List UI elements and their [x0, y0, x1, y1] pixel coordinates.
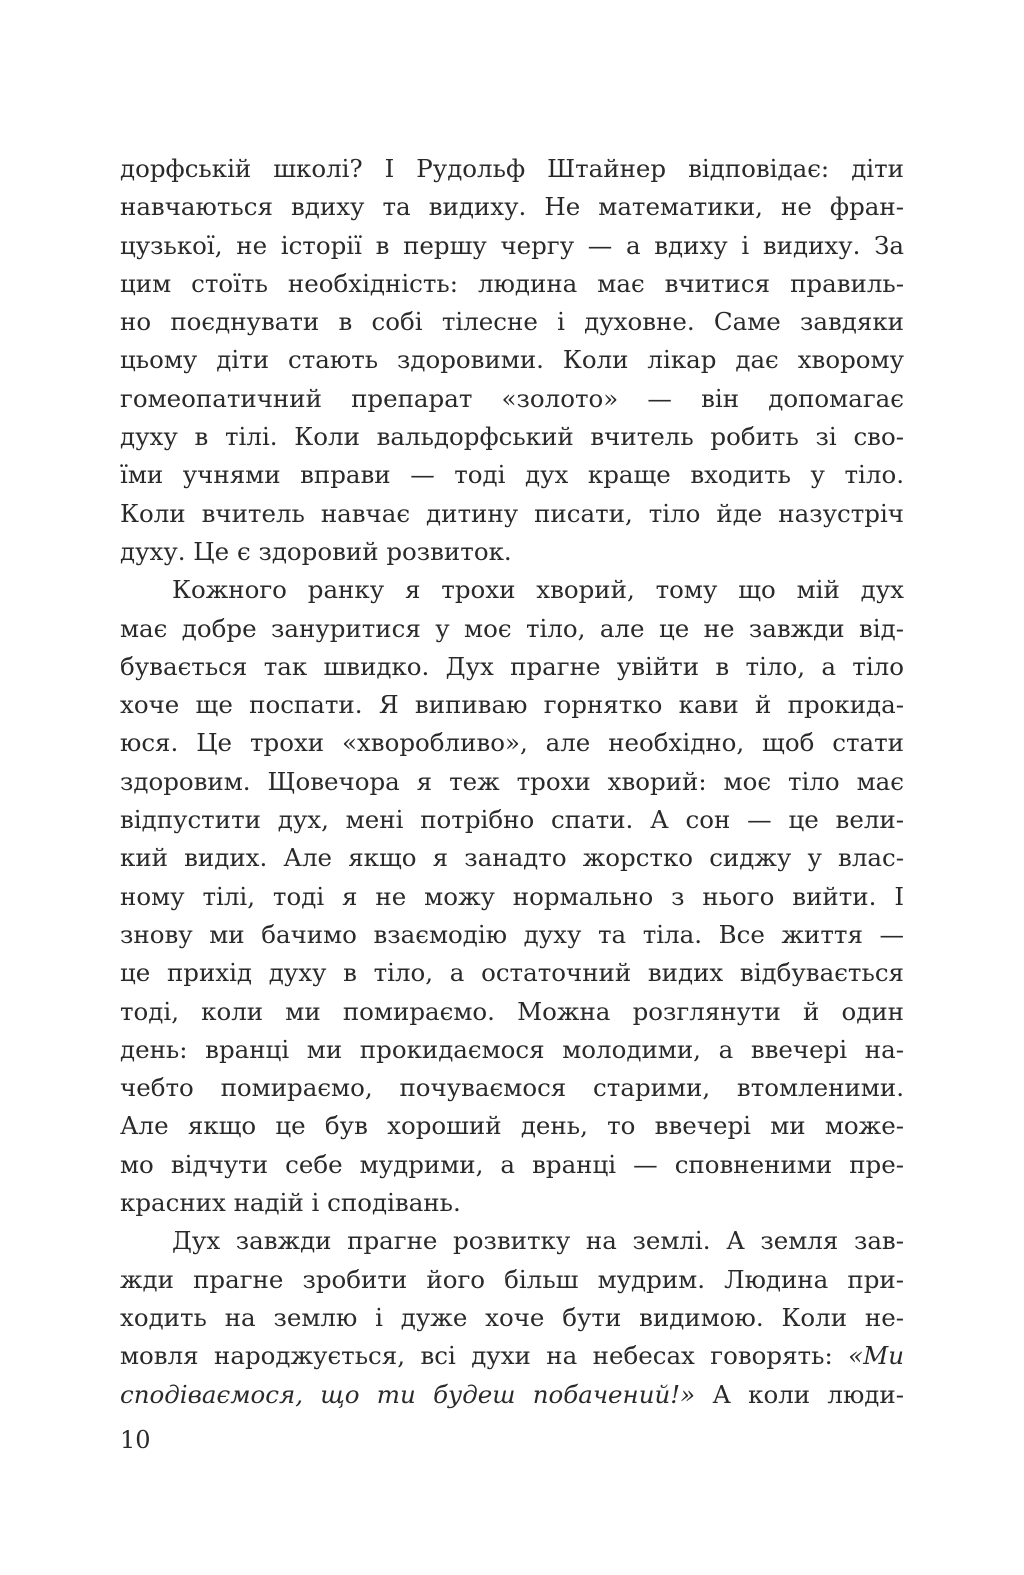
text-line: Але якщо це був хороший день, то ввечері ми може- [120, 1111, 904, 1141]
text-line: красних надій і сподівань. [120, 1188, 461, 1218]
text-line: гомеопатичний препарат «золото» — він допомагає [120, 383, 904, 413]
paragraph-2 [120, 571, 904, 1222]
text-line: жди прагне зробити його більш мудрим. Людина при- [120, 1264, 904, 1294]
text-line: здоровим. Щовечора я теж трохи хворий: моє тіло має [120, 766, 904, 796]
text-line-with-quote [120, 1376, 904, 1414]
text-line: хоче ще поспати. Я випиваю горнятко кави й прокида- [120, 690, 904, 720]
text-line: навчаються вдиху та видиху. Не математики, не фран- [120, 192, 904, 222]
paragraph-3 [120, 1222, 904, 1413]
text-line: їми учнями вправи — тоді дух краще входить у тіло. [120, 460, 904, 490]
text-fragment: мовля народжується, всі духи на небесах говорять: [120, 1341, 833, 1371]
page-number: 10 [120, 1426, 151, 1454]
text-fragment: А коли люди- [712, 1379, 904, 1409]
text-line: духу. Це є здоровий розвиток. [120, 536, 512, 566]
quote-text: сподіваємося, що ти будеш побачений!» [120, 1379, 696, 1409]
text-line: но поєднувати в собі тілесне і духовне. Саме завдяки [120, 307, 904, 337]
text-line: мо відчути себе мудрими, а вранці — сповненими пре- [120, 1149, 904, 1179]
text-line: цим стоїть необхідність: людина має вчитися правиль- [120, 268, 904, 298]
text-line: має добре зануритися у моє тіло, але це не завжди від- [120, 613, 904, 643]
text-line: Кожного ранку я трохи хворий, тому що мій дух [172, 575, 904, 605]
text-line: чебто помираємо, почуваємося старими, втомленими. [120, 1073, 904, 1103]
text-line: юся. Це трохи «хворобливо», але необхідно, щоб стати [120, 728, 904, 758]
text-line: день: вранці ми прокидаємося молодими, а ввечері на- [120, 1034, 904, 1064]
text-line: ному тілі, тоді я не можу нормально з нього вийти. І [120, 881, 904, 911]
text-line: ходить на землю і дуже хоче бути видимою. Коли не- [120, 1302, 904, 1332]
text-line: тоді, коли ми помираємо. Можна розглянути й один [120, 996, 904, 1026]
text-line: дорфській школі? І Рудольф Штайнер відповідає: діти [120, 154, 904, 183]
text-line: відпустити дух, мені потрібно спати. А сон — це вели- [120, 805, 904, 835]
text-line: бувається так швидко. Дух прагне увійти в тіло, а тіло [120, 651, 904, 681]
text-line: знову ми бачимо взаємодію духу та тіла. Все життя — [120, 919, 904, 949]
page-text [120, 150, 904, 1414]
text-line: Дух завжди прагне розвитку на землі. А земля зав- [172, 1226, 904, 1256]
paragraph-1 [120, 150, 904, 571]
text-line: духу в тілі. Коли вальдорфський вчитель робить зі сво- [120, 422, 904, 452]
text-line: цьому діти стають здоровими. Коли лікар дає хворому [120, 345, 904, 375]
text-line-with-quote [120, 1337, 904, 1375]
text-line: кий видих. Але якщо я занадто жорстко сиджу у влас- [120, 843, 904, 873]
text-line: це прихід духу в тіло, а остаточний видих відбувається [120, 958, 904, 988]
quote-start: «Ми [848, 1341, 904, 1371]
text-line: Коли вчитель навчає дитину писати, тіло йде назустріч [120, 498, 904, 528]
text-line: цузької, не історії в першу чергу — а вдиху і видиху. За [120, 230, 904, 260]
